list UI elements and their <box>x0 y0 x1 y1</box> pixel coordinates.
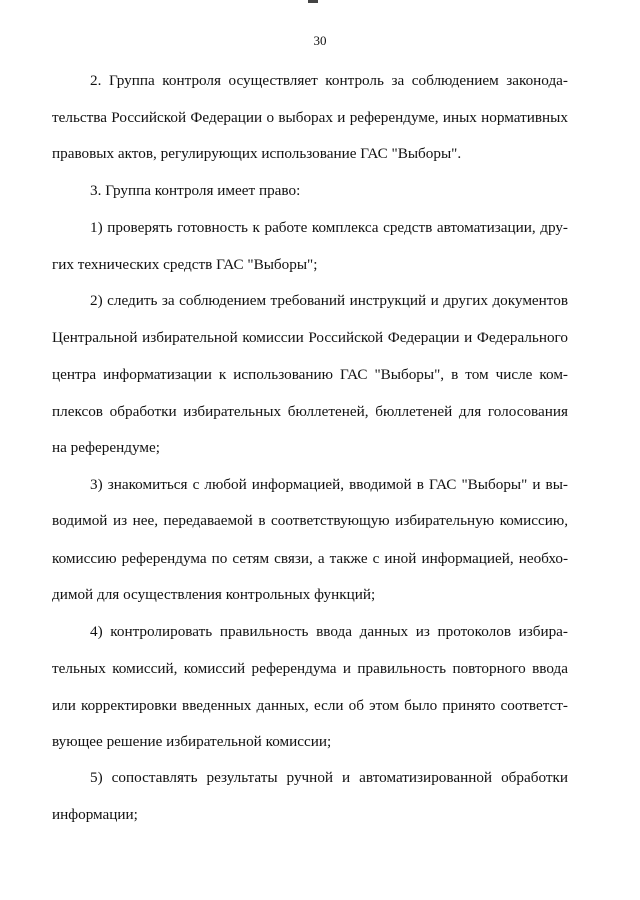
text-line: 1) проверять готовность к работе комплекса средств автоматизации, дру- <box>90 219 568 236</box>
text-line: плексов обработки избирательных бюллетеней, бюллетеней для голосования <box>52 403 568 420</box>
text-line: или корректировки введенных данных, если об этом было принято соответст- <box>52 697 568 714</box>
text-line: гих технических средств ГАС "Выборы"; <box>52 256 318 273</box>
text-line: центра информатизации к использованию ГАС "Выборы", в том числе ком- <box>52 366 568 383</box>
top-edge-mark <box>308 0 318 3</box>
text-line: тельства Российской Федерации о выборах и референдуме, иных нормативных <box>52 109 568 126</box>
text-line: вующее решение избирательной комиссии; <box>52 733 332 750</box>
text-line: 3. Группа контроля имеет право: <box>90 182 301 199</box>
text-line: 2. Группа контроля осуществляет контроль за соблюдением законода- <box>90 72 568 89</box>
text-line: тельных комиссий, комиссий референдума и правильность повторного ввода <box>52 660 568 677</box>
text-line: правовых актов, регулирующих использование ГАС "Выборы". <box>52 145 462 162</box>
page-number: 30 <box>313 33 327 48</box>
text-line: 3) знакомиться с любой информацией, вводимой в ГАС "Выборы" и вы- <box>90 476 568 493</box>
text-line: водимой из нее, передаваемой в соответствующую избирательную комиссию, <box>52 512 568 529</box>
text-line: 5) сопоставлять результаты ручной и автоматизированной обработки <box>90 769 568 786</box>
text-line: на референдуме; <box>52 439 160 456</box>
text-line: 2) следить за соблюдением требований инструкций и других документов <box>90 292 568 309</box>
text-line: Центральной избирательной комиссии Российской Федерации и Федерального <box>52 329 568 346</box>
text-line: димой для осуществления контрольных функций; <box>52 586 376 603</box>
text-line: комиссию референдума по сетям связи, а также с иной информацией, необхо- <box>52 550 568 567</box>
text-line: информации; <box>52 806 138 823</box>
text-line: 4) контролировать правильность ввода данных из протоколов избира- <box>90 623 568 640</box>
